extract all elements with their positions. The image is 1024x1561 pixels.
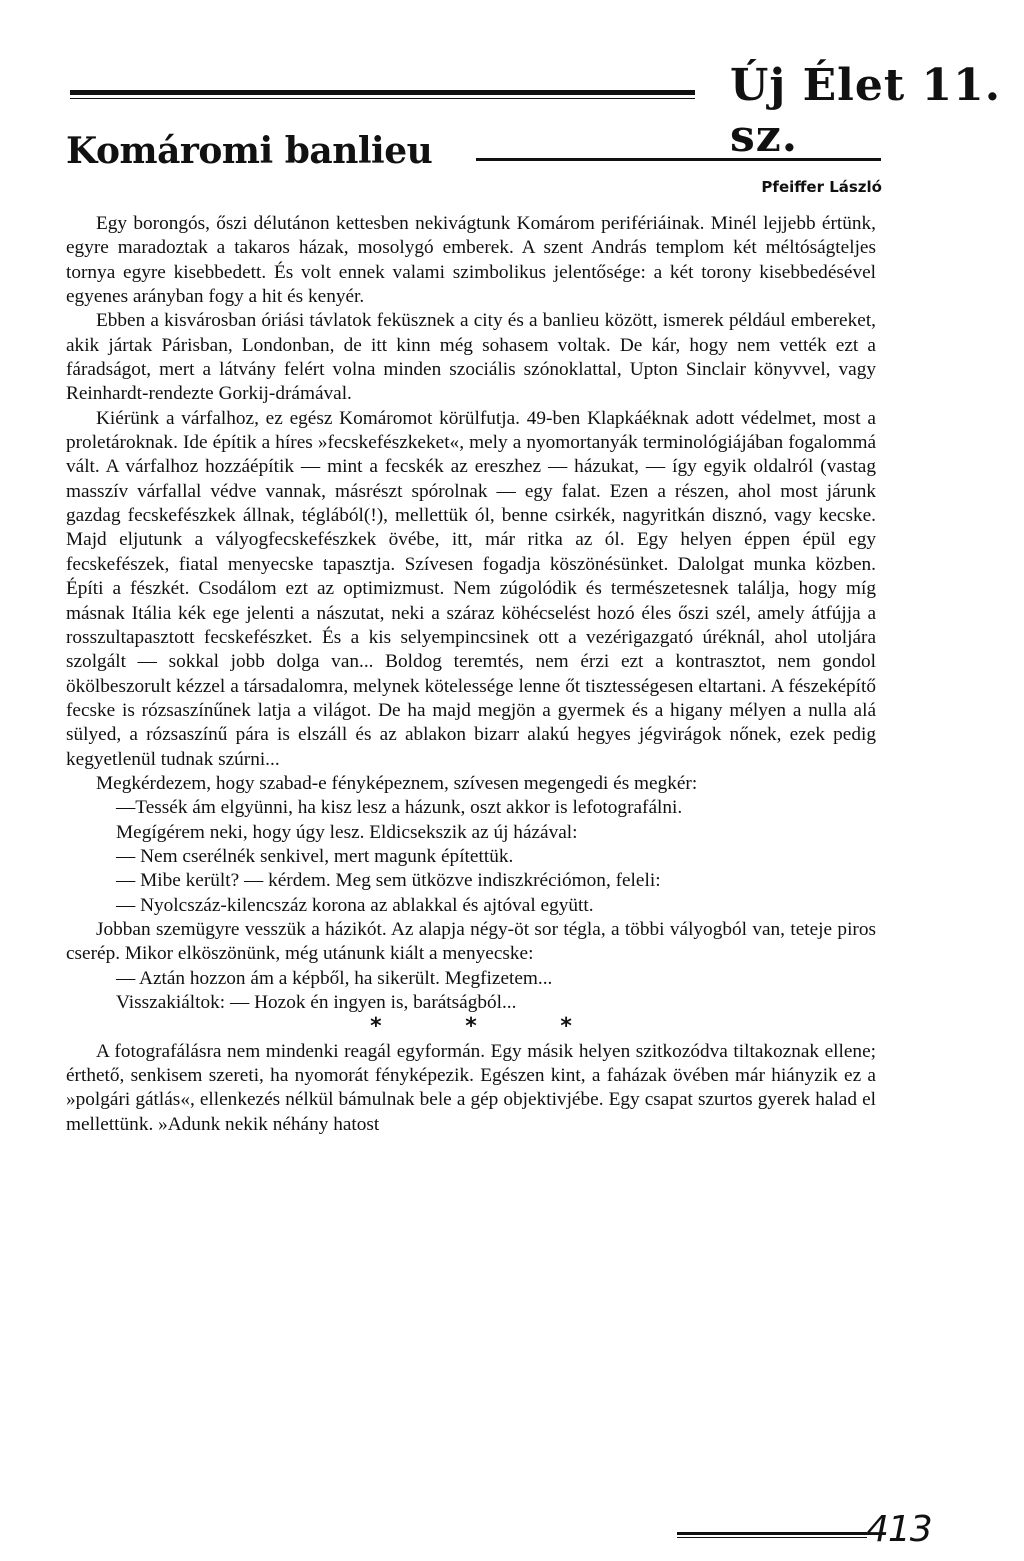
paragraph: Megkérdezem, hogy szabad-e fényképeznem, szívesen megengedi és megkér:: [96, 772, 698, 794]
paragraph: Megígérem neki, hogy úgy lesz. Eldicsekszik az új házával:: [116, 821, 578, 843]
page-number: 413: [866, 1509, 932, 1550]
paragraph: Egy borongós, őszi délutánon kettesben nekivágtunk Komárom perifériáinak. Minél lejjebb értünk, egyre maradoztak a takaros házak, mosolygó emberek. A szent András templom két méltóságteljes tornya egyre kisebbedett. És volt ennek valami szimbolikus jelentősége: a két torony kisebbedésével egyenes arányban fogy a hit és kenyér.: [66, 213, 876, 308]
dialogue-line: — Nyolcszáz-kilencszáz korona az ablakkal és ajtóval együtt.: [116, 894, 594, 916]
paragraph: Jobban szemügyre vesszük a házikót. Az alapja négy-öt sor tégla, a többi vályogból van, teteje piros cserép. Mikor elköszönünk, még utánunk kiált a menyecske:: [66, 918, 876, 965]
title-row: [66, 130, 881, 178]
article-title: Komáromi banlieu: [66, 130, 433, 172]
article-author: Pfeiffer László: [761, 178, 882, 196]
title-rule: [476, 158, 881, 161]
dialogue-line: — Aztán hozzon ám a képből, ha sikerült. Megfizetem...: [116, 967, 553, 989]
paragraph: A fotografálásra nem mindenki reagál egyformán. Egy másik helyen szitkozódva tiltakoznak ellene; érthető, senkisem szereti, ha nyomorát fényképezik. Egészen kint, a faházak övében már hiányzik ez a »polgári gátlás«, ellenkezés nélkül bámulnak bele a gép objektivjébe. Egy csapat szurtos gyerek halad el mellettünk. »Adunk nekik néhány hatost: [66, 1040, 876, 1135]
paragraph: Ebben a kisvárosban óriási távlatok feküsznek a city és a banlieu között, ismerek például embereket, akik jártak Párisban, Londonban, de itt kinn még sohasem voltak. De kár, hogy nem vették ezt a fáradságot, mert a látvány felért volna minden szociális szónoklattal, Upton Sinclair könyvvel, vagy Reinhardt-rendezte Gorkij-drámával.: [66, 310, 876, 405]
dialogue-line: — Nem cserélnék senkivel, mert magunk építettük.: [116, 845, 514, 867]
paragraph: Kiérünk a várfalhoz, ez egész Komáromot körülfutja. 49-ben Klapkáéknak adott védelmet, most a proletároknak. Ide építik a híres »fecskefészkeket«, mely a nyomortanyák terminológiájában fogalommá vált. A várfalhoz hozzáépítik — mint a fecskék az ereszhez — házukat, — így egyik oldalról (vastag masszív várfallal védve vannak, másrészt spórolnak — egy falat. Ezen a részen, ahol most járunk gazdag fecskefészkek állnak, téglából(!), mellettük ól, benne csirkék, nagyritkán disznó, vagy kecske. Majd eljutunk a vályogfecskefészkek övébe, itt, már ritka az ól. Egy helyen éppen épül egy fecskefészek, fiatal menyecske tapasztja. Szívesen fogadja köszönésünket. Dalolgat munka közben. Építi a fészkét. Csodálom ezt az optimizmust. Nem zúgolódik és természetesnek találja, hogy míg másnak Itália kék ege jelenti a nászutat, neki a száraz köhécselést hozó éles őszi szél, amely átfújja a rosszultapasztott fecskefészket. És a kis selyempincsinek ott a vezérigazgató úréknál, ahol utoljára szolgált — sokkal jobb dolga van... Boldog teremtés, nem érzi ezt a kontrasztot, nem gondol ökölbeszorult kézzel a társadalomra, melynek kötelessége lenne őt tisztességesen eltartani. A fészeképítő fecske is rózsaszínűnek latja a világot. De ha majd megjön a gyermek és a higany mélyen a nulla alá sülyed, a rózsaszínű pára is elszáll és az ablakon bizarr alakú hegyes jégvirágok nőnek, ezek pedig kegyetlenül tudnak szúrni...: [66, 407, 876, 770]
masthead: Új Élet 11. sz.: [730, 60, 1002, 162]
page-number-rule: [677, 1532, 867, 1538]
dialogue-line: —Tessék ám elgyünni, ha kisz lesz a házunk, oszt akkor is lefotografálni.: [116, 797, 683, 819]
article-body: [66, 212, 876, 1137]
dialogue-line: — Mibe került? — kérdem. Meg sem ütközve indiszkréciómon, feleli:: [116, 870, 661, 892]
section-separator: * * *: [370, 1014, 610, 1040]
header-rule: [70, 90, 695, 99]
dialogue-line: Visszakiáltok: — Hozok én ingyen is, barátságból...: [116, 992, 517, 1013]
